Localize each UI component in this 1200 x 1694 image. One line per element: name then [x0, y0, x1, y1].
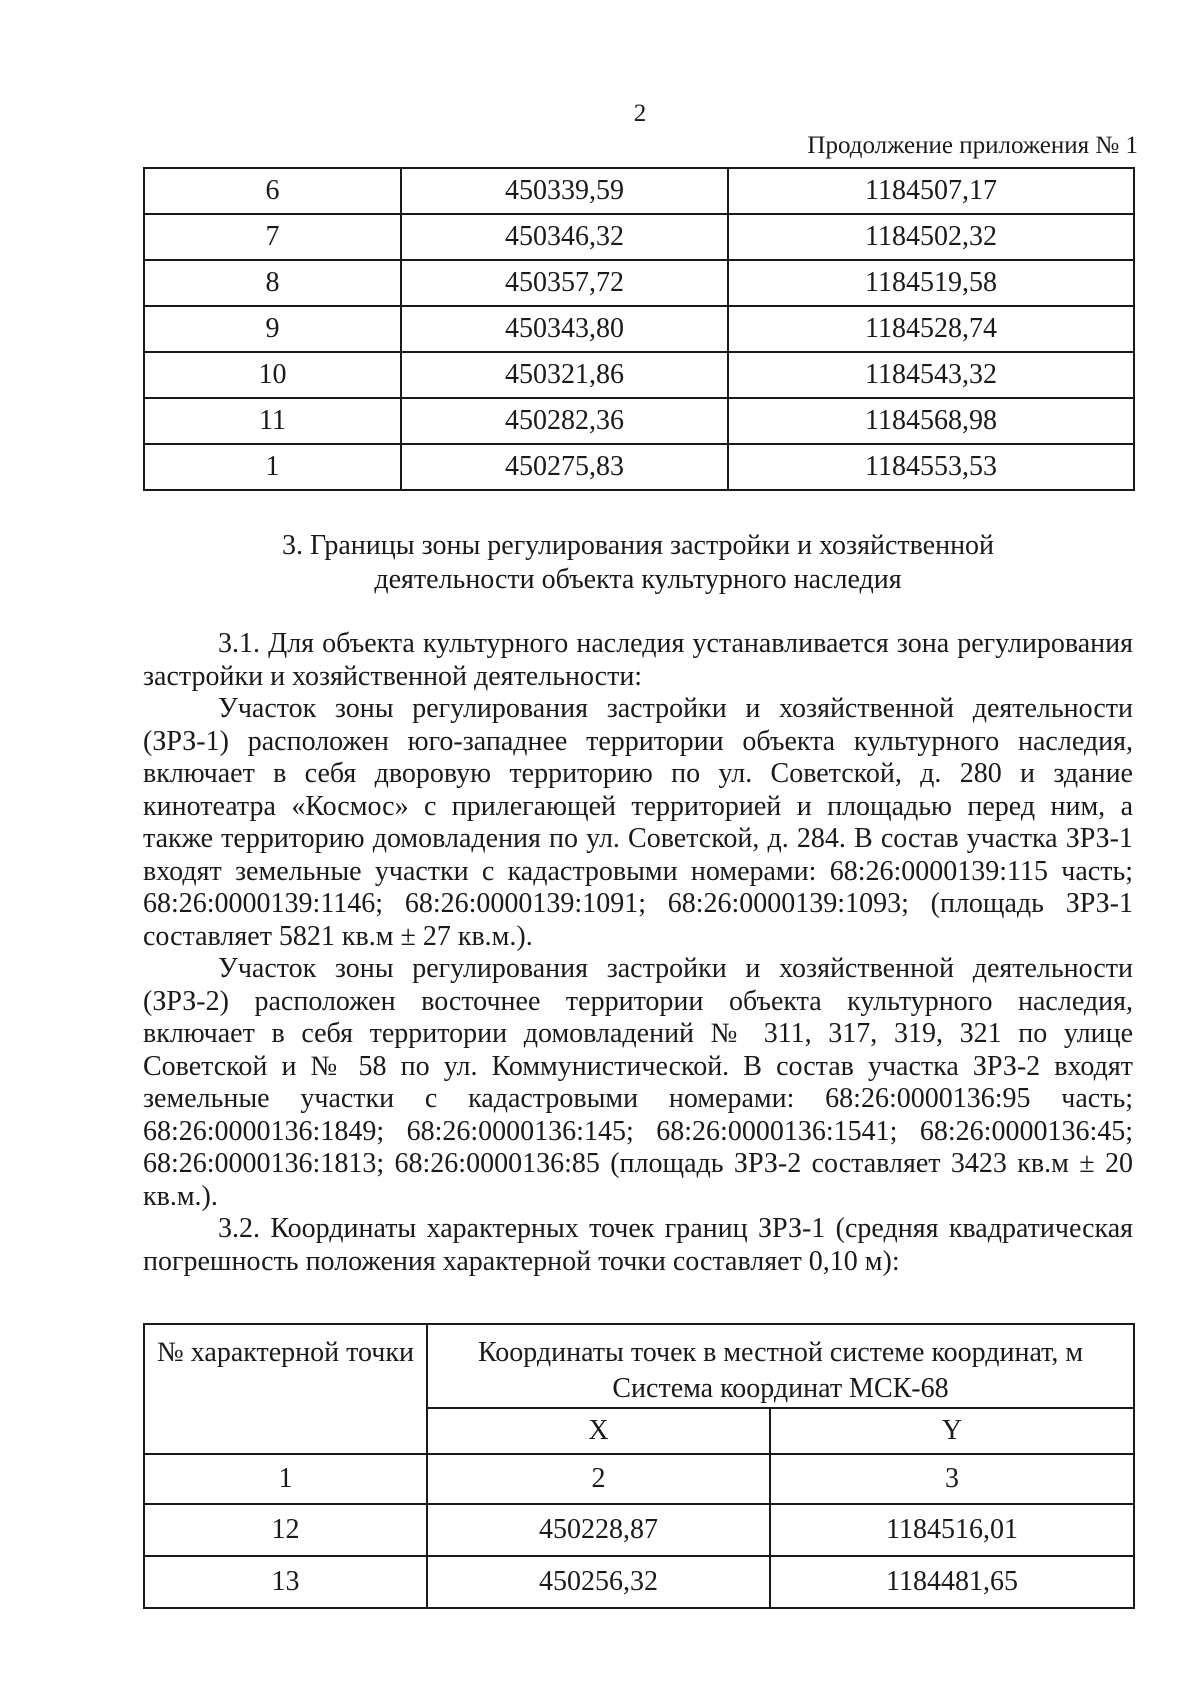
point-number: 8: [144, 260, 401, 306]
column-number: 2: [427, 1454, 770, 1504]
coord-y: 1184543,32: [728, 352, 1134, 398]
table-row: [144, 214, 1134, 260]
page-number: 2: [633, 100, 647, 127]
coordinates-table-zrz-1: [143, 1323, 1135, 1609]
section-heading-line: деятельности объекта культурного наследия: [374, 564, 902, 595]
coord-x: 450275,83: [401, 444, 728, 490]
table-row: [144, 1556, 1134, 1608]
section-body: [143, 628, 1133, 1278]
coord-x: 450228,87: [427, 1504, 770, 1556]
continuation-label: Продолжение приложения № 1: [807, 132, 1138, 159]
column-number: 1: [144, 1454, 427, 1504]
section-heading: [143, 529, 1133, 597]
coord-y: 1184528,74: [728, 306, 1134, 352]
paragraph-3-1: 3.1. Для объекта культурного наследия устанавливается зона регулирования застройки и хозяйственной деятельности:: [143, 628, 1133, 692]
section-heading-line: 3. Границы зоны регулирования застройки и хозяйственной: [281, 530, 995, 561]
point-number: 1: [144, 444, 401, 490]
coord-y: 1184481,65: [770, 1556, 1134, 1608]
coord-x: 450282,36: [401, 398, 728, 444]
header-x: X: [427, 1408, 770, 1454]
table-row: [144, 1504, 1134, 1556]
paragraph-3-2: 3.2. Координаты характерных точек границ ЗРЗ-1 (средняя квадратическая погрешность положения характерной точки составляет 0,10 м):: [143, 1213, 1133, 1277]
coord-y: 1184568,98: [728, 398, 1134, 444]
point-number: 12: [144, 1504, 427, 1556]
coord-y: 1184516,01: [770, 1504, 1134, 1556]
table-row: [144, 306, 1134, 352]
coord-y: 1184507,17: [728, 168, 1134, 214]
coord-x: 450343,80: [401, 306, 728, 352]
coord-x: 450357,72: [401, 260, 728, 306]
paragraph-zrz-2: Участок зоны регулирования застройки и хозяйственной деятельности (ЗРЗ-2) расположен восточнее территории объекта культурного наследия, включает в себя территории домовладений № 311, 317, 319, 321 по улице Советской и № 58 по ул. Коммунистической. В состав участка ЗРЗ-2 входят земельные участки с кадастровыми номерами: 68:26:0000136:95 часть; 68:26:0000136:1849; 68:26:0000136:145; 68:26:0000136:1541; 68:26:0000136:45; 68:26:0000136:1813; 68:26:0000136:85 (площадь ЗРЗ-2 составляет 3423 кв.м ± 20 кв.м.).: [143, 953, 1133, 1212]
table-row: [144, 260, 1134, 306]
point-number: 6: [144, 168, 401, 214]
point-number: 7: [144, 214, 401, 260]
header-point-number: № характерной точки: [144, 1324, 427, 1454]
table-row: [144, 352, 1134, 398]
column-number: 3: [770, 1454, 1134, 1504]
coord-x: 450346,32: [401, 214, 728, 260]
coord-y: 1184502,32: [728, 214, 1134, 260]
coord-x: 450256,32: [427, 1556, 770, 1608]
coord-x: 450321,86: [401, 352, 728, 398]
point-number: 11: [144, 398, 401, 444]
coord-y: 1184519,58: [728, 260, 1134, 306]
coord-y: 1184553,53: [728, 444, 1134, 490]
header-coordinates: [427, 1324, 1134, 1408]
table-row: [144, 398, 1134, 444]
table-row: [144, 168, 1134, 214]
coord-x: 450339,59: [401, 168, 728, 214]
coordinates-table-top: [143, 167, 1135, 491]
point-number: 10: [144, 352, 401, 398]
point-number: 13: [144, 1556, 427, 1608]
header-y: Y: [770, 1408, 1134, 1454]
header-coordinates-line: Координаты точек в местной системе координат, м: [477, 1337, 1084, 1368]
point-number: 9: [144, 306, 401, 352]
table-row: [144, 444, 1134, 490]
paragraph-zrz-1: Участок зоны регулирования застройки и хозяйственной деятельности (ЗРЗ-1) расположен юго-западнее территории объекта культурного наследия, включает в себя дворовую территорию по ул. Советской, д. 280 и здание кинотеатра «Космос» с прилегающей территорией и площадью перед ним, а также территорию домовладения по ул. Советской, д. 284. В состав участка ЗРЗ-1 входят земельные участки с кадастровыми номерами: 68:26:0000139:115 часть; 68:26:0000139:1146; 68:26:0000139:1091; 68:26:0000139:1093; (площадь ЗРЗ-1 составляет 5821 кв.м ± 27 кв.м.).: [143, 693, 1133, 952]
header-coordinates-system: Система координат МСК-68: [612, 1373, 949, 1404]
